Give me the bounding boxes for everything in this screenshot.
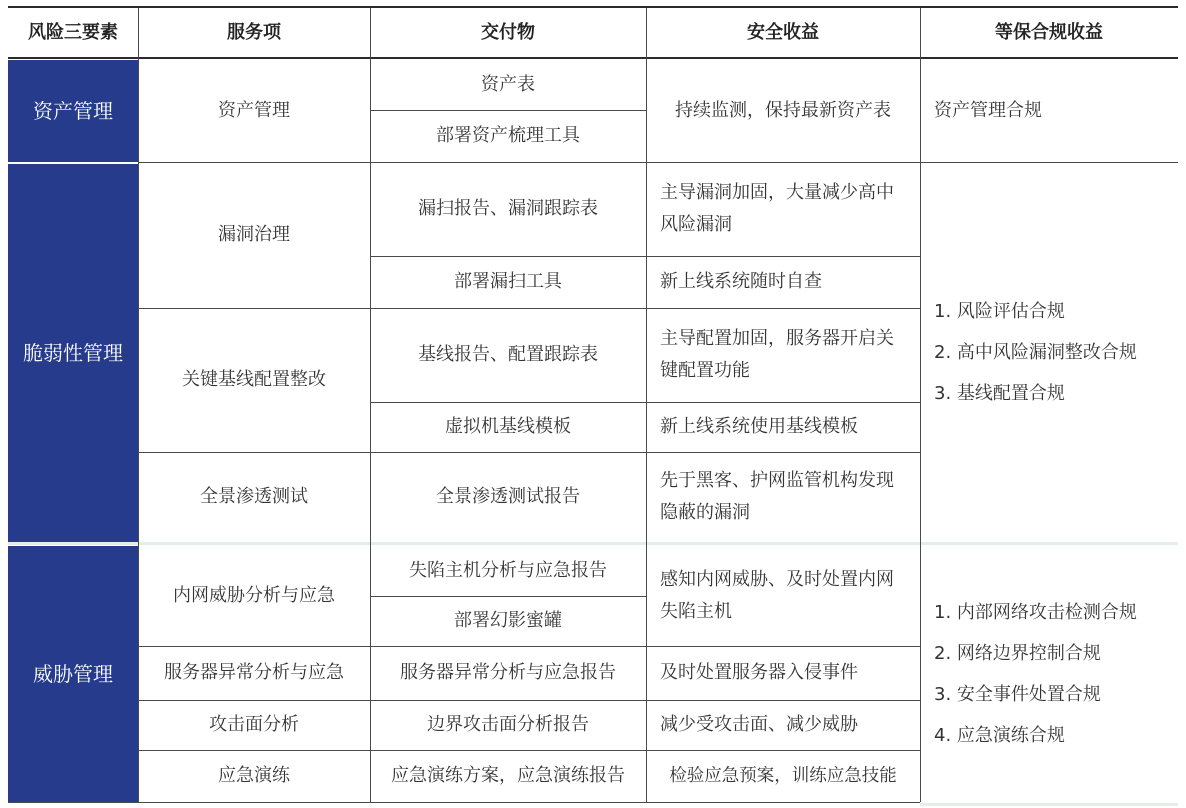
service-item: 资产管理 <box>218 100 290 121</box>
benefit-text: 感知内网威胁、及时处置内网失陷主机 <box>660 569 894 622</box>
header-col-benefit: 安全收益 <box>747 22 819 43</box>
compliance-item: 3. 安全事件处置合规 <box>934 684 1101 705</box>
header-col-risk: 风险三要素 <box>28 22 118 43</box>
deliverable-item: 虚拟机基线模板 <box>445 416 571 437</box>
deliverable-divider <box>370 596 646 597</box>
row-divider <box>138 308 920 309</box>
column-divider <box>370 8 371 802</box>
deliverable-item: 基线报告、配置跟踪表 <box>418 344 598 365</box>
compliance-item: 4. 应急演练合规 <box>934 725 1065 746</box>
benefit-item <box>646 308 920 402</box>
category-asset: 资产管理 <box>8 60 138 162</box>
row-divider <box>138 452 920 453</box>
compliance-item: 2. 网络边界控制合规 <box>934 643 1101 664</box>
deliverable-item: 服务器异常分析与应急报告 <box>400 662 616 683</box>
compliance-asset: 资产管理合规 <box>934 100 1042 121</box>
deliverable-item: 资产表 <box>481 74 535 95</box>
category-threat: 威胁管理 <box>8 546 138 802</box>
compliance-threat <box>920 546 1178 802</box>
deliverable-item: 应急演练方案，应急演练报告 <box>391 765 625 786</box>
benefit-item: 新上线系统使用基线模板 <box>660 416 858 437</box>
compliance-item: 2. 高中风险漏洞整改合规 <box>934 341 1137 363</box>
category-vulnerability: 脆弱性管理 <box>8 164 138 542</box>
column-divider <box>646 8 647 802</box>
deliverable-divider <box>370 110 646 111</box>
row-divider <box>138 700 920 701</box>
table-bottom-border <box>8 802 920 803</box>
compliance-item: 3. 基线配置合规 <box>934 382 1065 404</box>
row-divider <box>138 646 920 647</box>
compliance-item: 1. 内部网络攻击检测合规 <box>934 602 1137 623</box>
compliance-vulnerability <box>920 162 1178 542</box>
compliance-item: 1. 风险评估合规 <box>934 300 1065 322</box>
column-divider <box>920 8 921 802</box>
benefit-item: 持续监测，保持最新资产表 <box>675 100 891 121</box>
row-divider <box>138 162 1178 163</box>
deliverable-item: 漏扫报告、漏洞跟踪表 <box>418 198 598 219</box>
benefit-item <box>646 546 920 646</box>
benefit-text: 主导配置加固，服务器开启关键配置功能 <box>660 328 894 381</box>
deliverable-item: 部署资产梳理工具 <box>436 125 580 146</box>
benefit-item <box>646 162 920 256</box>
row-divider <box>138 750 920 751</box>
header-col-service: 服务项 <box>227 22 281 43</box>
table-top-border <box>8 6 1178 8</box>
deliverable-item: 部署幻影蜜罐 <box>454 610 562 631</box>
header-bottom-border <box>8 57 1178 59</box>
benefit-text: 先于黑客、护网监管机构发现隐蔽的漏洞 <box>660 470 894 523</box>
deliverable-item: 部署漏扫工具 <box>454 271 562 292</box>
service-item: 内网威胁分析与应急 <box>173 585 335 606</box>
benefit-item <box>646 452 920 542</box>
service-item: 应急演练 <box>218 765 290 786</box>
benefit-item: 及时处置服务器入侵事件 <box>660 662 858 683</box>
service-item: 全景渗透测试 <box>200 486 308 507</box>
benefit-item: 减少受攻击面、减少威胁 <box>660 714 858 735</box>
deliverable-item: 边界攻击面分析报告 <box>427 714 589 735</box>
service-item: 关键基线配置整改 <box>182 369 326 390</box>
deliverable-divider <box>370 256 920 257</box>
deliverable-item: 失陷主机分析与应急报告 <box>409 560 607 581</box>
deliverable-divider <box>370 402 920 403</box>
service-item: 攻击面分析 <box>209 714 299 735</box>
service-item: 漏洞治理 <box>218 224 290 245</box>
header-col-compliance: 等保合规收益 <box>995 22 1103 43</box>
deliverable-item: 全景渗透测试报告 <box>436 486 580 507</box>
benefit-item: 检验应急预案，训练应急技能 <box>669 766 897 786</box>
benefit-item: 新上线系统随时自查 <box>660 271 822 292</box>
benefit-text: 主导漏洞加固，大量减少高中风险漏洞 <box>660 182 894 235</box>
bottom-accent <box>920 803 1178 806</box>
section-separator <box>8 542 1178 545</box>
column-divider <box>138 8 139 802</box>
service-item: 服务器异常分析与应急 <box>164 662 344 683</box>
header-col-deliverable: 交付物 <box>481 22 535 43</box>
